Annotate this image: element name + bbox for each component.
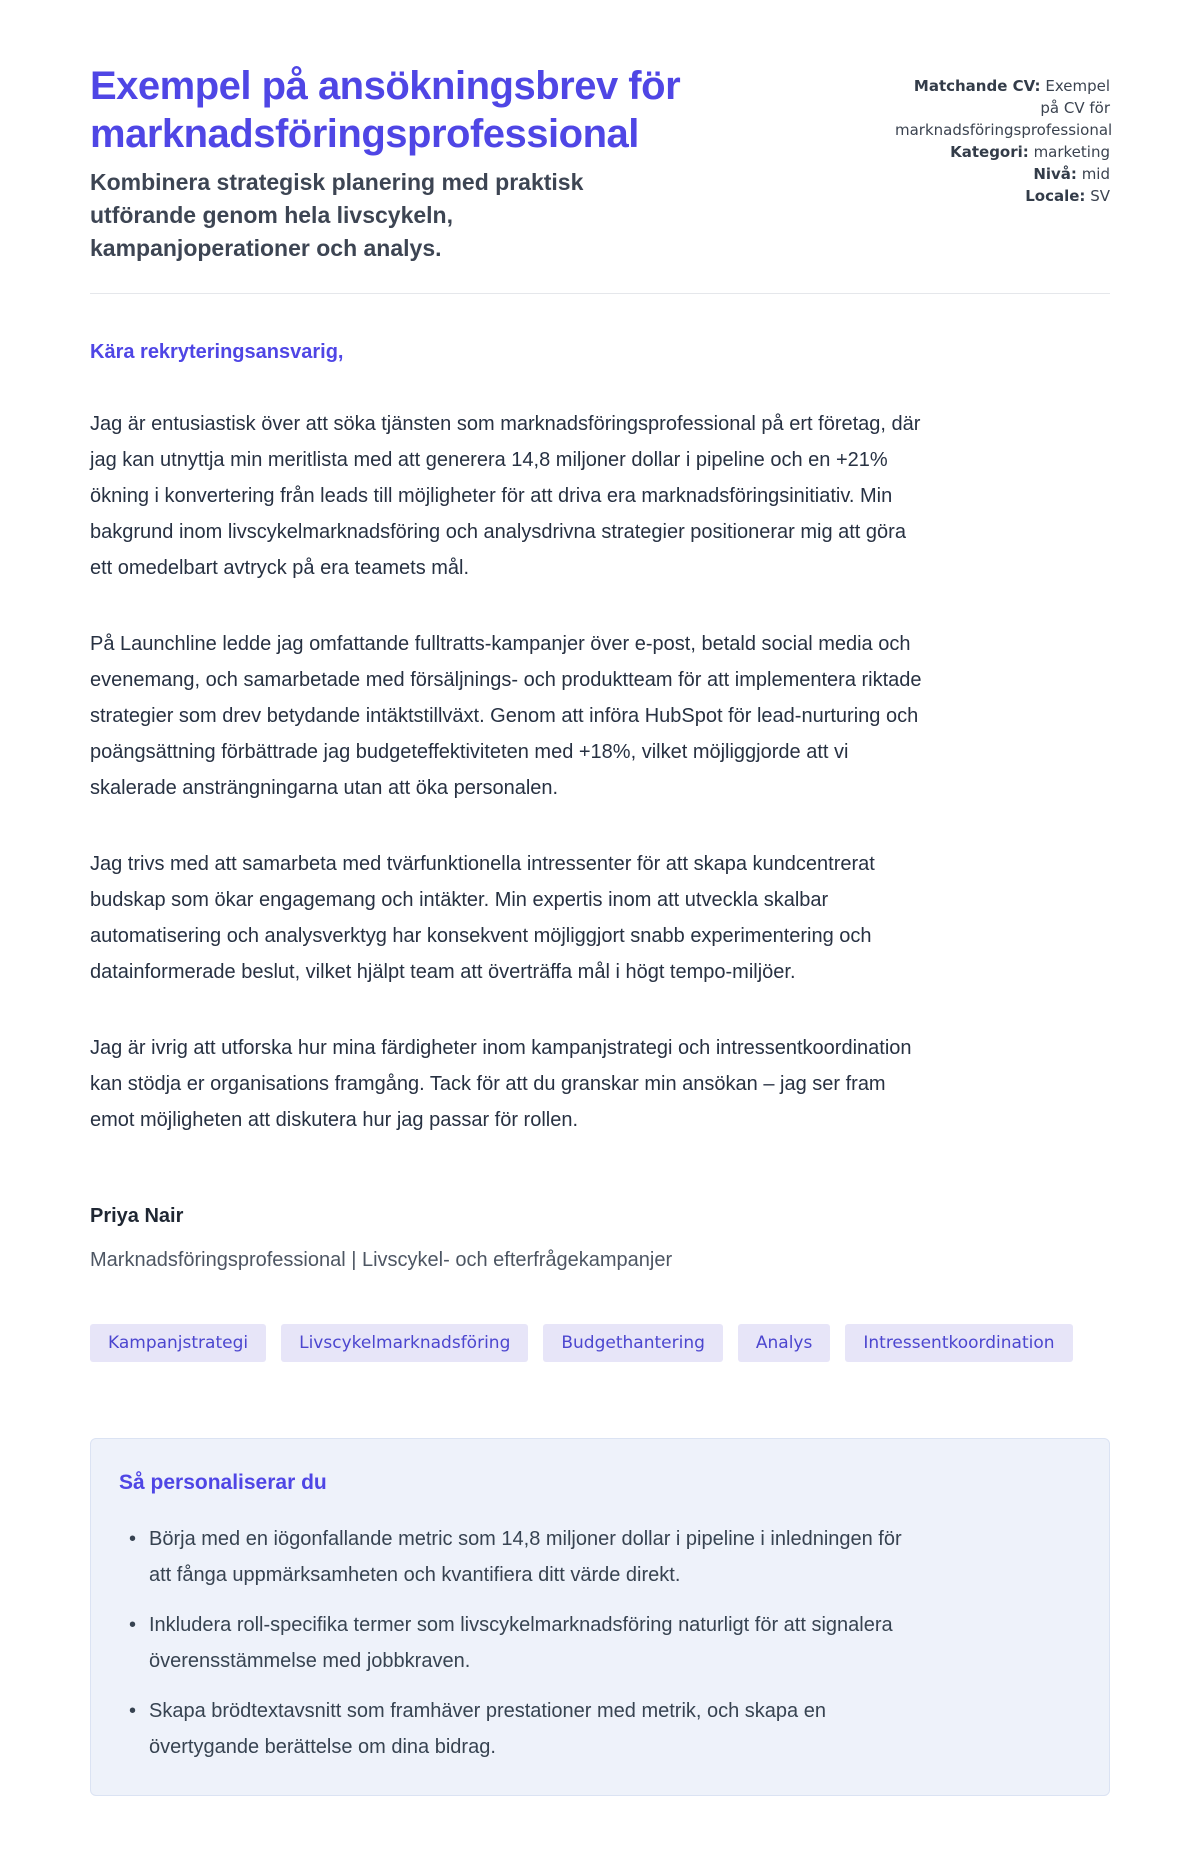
skill-tag-kampanjstrategi: Kampanjstrategi <box>90 1324 266 1362</box>
meta-row-level <box>895 163 1110 185</box>
divider <box>90 293 1110 294</box>
meta-row-locale <box>895 185 1110 207</box>
meta-value-category: marketing <box>1033 143 1110 161</box>
skill-tag-budgethantering: Budgethantering <box>543 1324 723 1362</box>
meta-block <box>895 75 1113 265</box>
skill-tag-analys: Analys <box>738 1324 830 1362</box>
page-header <box>90 62 1113 265</box>
meta-label-category: Kategori: <box>950 143 1029 161</box>
meta-value-matching-cv: Exempel på CV för marknadsföringsprofessional <box>895 77 1113 139</box>
meta-row-matching-cv <box>895 75 1113 141</box>
greeting: Kära rekryteringsansvarig, <box>90 341 344 363</box>
header-title-block <box>90 62 875 265</box>
meta-row-category <box>895 141 1110 163</box>
tips-title: Så personaliserar du <box>119 1471 327 1494</box>
letter-paragraph-3: Jag trivs med att samarbeta med tvärfunktionella intressenter för att skapa kundcentrerat budskap som ökar engagemang och intäkter. Min expertis inom att utveckla skalbar automatisering och analysverktyg har konsekvent möjliggjort snabb experimentering och datainformerade beslut, vilket hjälpt team att överträffa mål i högt tempo-miljöer. <box>90 853 875 983</box>
meta-label-locale: Locale: <box>1025 187 1086 205</box>
letter-paragraph-2: På Launchline ledde jag omfattande fulltratts-kampanjer över e-post, betald social media och evenemang, och samarbetade med försäljnings- och produktteam för att implementera riktade strategier som drev betydande intäktstillväxt. Genom att införa HubSpot för lead-nurturing och poängsättning förbättrade jag budgeteffektiviteten med +18%, vilket möjliggjorde att vi skalerade ansträngningarna utan att öka personalen. <box>90 633 922 799</box>
tip-item-2: • Inkludera roll-specifika termer som livscykelmarknadsföring naturligt för att signalera överensstämmelse med jobbkraven. <box>127 1607 917 1679</box>
page-title: Exempel på ansökningsbrev för marknadsföringsprofessional <box>90 64 681 156</box>
tips-box <box>90 1438 1110 1796</box>
letter-paragraph-4: Jag är ivrig att utforska hur mina färdigheter inom kampanjstrategi och intressentkoordination kan stödja er organisations framgång. Tack för att du granskar min ansökan – jag ser fram emot möjligheten att diskutera hur jag passar för rollen. <box>90 1037 912 1131</box>
meta-label-matching-cv: Matchande CV: <box>913 77 1041 95</box>
skill-tag-intressentkoordination: Intressentkoordination <box>845 1324 1072 1362</box>
signature-role: Marknadsföringsprofessional | Livscykel- och efterfrågekampanjer <box>90 1249 673 1271</box>
tip-item-1: • Börja med en iögonfallande metric som 14,8 miljoner dollar i pipeline i inledningen för att fånga uppmärksamheten och kvantifiera ditt värde direkt. <box>127 1521 917 1593</box>
meta-label-level: Nivå: <box>1033 165 1077 183</box>
tips-list <box>119 1521 1081 1765</box>
tip-item-3: • Skapa brödtextavsnitt som framhäver prestationer med metrik, och skapa en övertygande berättelse om dina bidrag. <box>127 1693 917 1765</box>
letter-body <box>90 338 1110 1278</box>
skill-tag-livscykelmarknadsforing: Livscykelmarknadsföring <box>281 1324 528 1362</box>
skill-tags <box>90 1324 1110 1362</box>
signature-name: Priya Nair <box>90 1205 184 1227</box>
meta-value-locale: SV <box>1090 187 1110 205</box>
meta-value-level: mid <box>1081 165 1110 183</box>
letter-paragraph-1: Jag är entusiastisk över att söka tjänsten som marknadsföringsprofessional på ert företag, där jag kan utnyttja min meritlista med att generera 14,8 miljoner dollar i pipeline och en +21% ökning i konvertering från leads till möjligheter för att driva era marknadsföringsinitiativ. Min bakgrund inom livscykelmarknadsföring och analysdrivna strategier positionerar mig att göra ett omedelbart avtryck på era teamets mål. <box>90 413 921 579</box>
page-subtitle: Kombinera strategisk planering med praktisk utförande genom hela livscykeln, kampanjoperationer och analys. <box>90 169 584 261</box>
